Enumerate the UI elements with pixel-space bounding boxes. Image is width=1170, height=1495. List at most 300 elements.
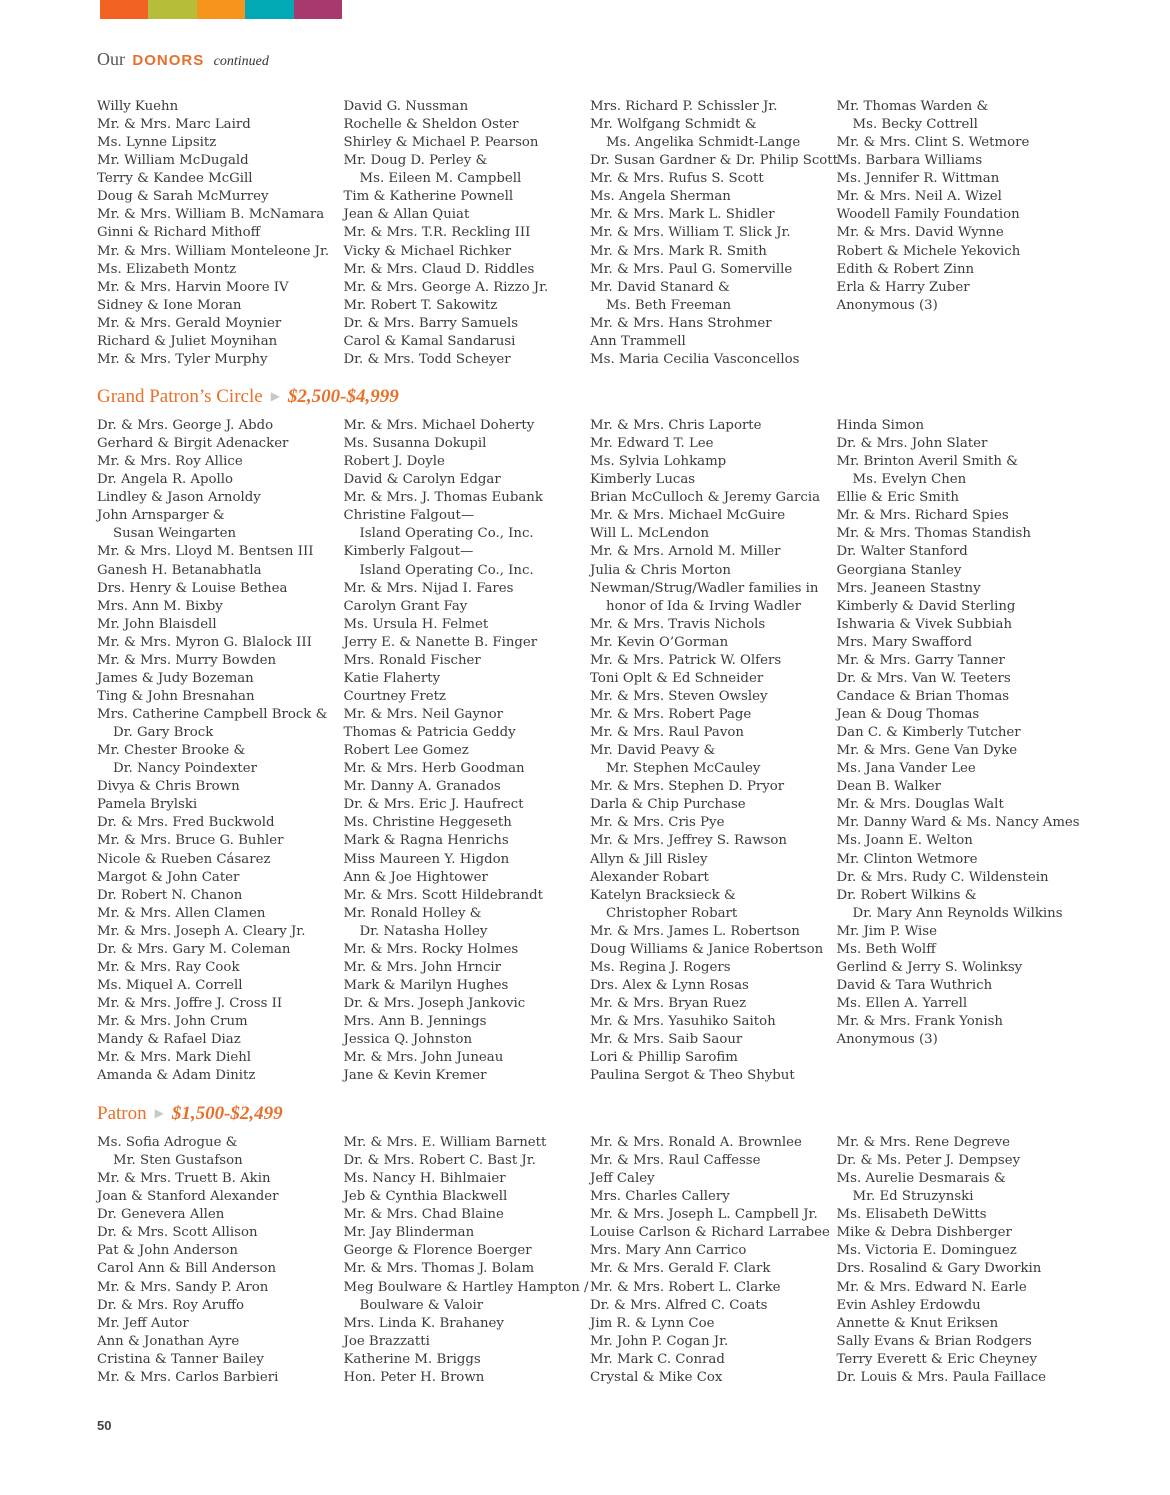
donor-name: [590, 1224, 837, 1242]
donor-name-line: Mr. & Mrs. Truett B. Akin: [97, 1171, 271, 1187]
donor-name: [97, 116, 344, 134]
donor-name-line: Kimberly & David Sterling: [836, 598, 1016, 614]
donor-name-line: Dr. Genevera Allen: [97, 1207, 225, 1223]
donor-name: [344, 814, 591, 832]
donor-name: [344, 742, 591, 760]
donor-name: [837, 616, 1084, 634]
donor-name: [344, 1067, 591, 1085]
donor-name-continuation: Dr. Nancy Poindexter: [113, 761, 257, 777]
donor-name-line: David G. Nussman: [343, 99, 469, 114]
donor-name: [837, 724, 1084, 742]
donor-name: [344, 724, 591, 742]
donor-name: [344, 471, 591, 489]
donor-name-line: Edith & Robert Zinn: [836, 261, 975, 277]
donor-name: [837, 995, 1084, 1013]
donor-name-line: Mr. & Mrs. T.R. Reckling III: [343, 225, 531, 241]
donor-name-line: Mark & Ragna Henrichs: [343, 833, 509, 849]
donor-name: [97, 1333, 344, 1351]
donor-name: [837, 688, 1084, 706]
donor-name-line: Mr. & Mrs. David Wynne: [836, 225, 1004, 241]
donor-name-line: Mr. & Mrs. Michael Doherty: [343, 418, 535, 433]
donor-name-line: Mandy & Rafael Diaz: [97, 1032, 241, 1048]
donor-name: [97, 315, 344, 333]
donor-name: [590, 670, 837, 688]
donor-name-line: Jim R. & Lynn Coe: [590, 1315, 715, 1331]
donor-name-line: Ms. Victoria E. Dominguez: [836, 1243, 1017, 1259]
donor-name: [590, 435, 837, 453]
donor-name-line: Mr. & Mrs. William T. Slick Jr.: [590, 225, 791, 241]
donor-name: [97, 562, 344, 580]
donor-name: [837, 634, 1084, 652]
donor-name-continuation: Ms. Angelika Schmidt-Lange: [606, 135, 801, 151]
donor-name-line: Mr. & Mrs. John Hrncir: [343, 959, 502, 975]
donor-name: [344, 832, 591, 850]
donor-name: [97, 923, 344, 941]
donor-name-line: Mr. David Peavy &: [590, 743, 716, 759]
donor-name-line: Jessica Q. Johnston: [343, 1032, 473, 1048]
donor-name-line: Katie Flaherty: [343, 670, 441, 686]
donor-name: [97, 670, 344, 688]
donor-name: [837, 543, 1084, 561]
donor-name: [590, 1013, 837, 1031]
donor-name-line: Joe Brazzatti: [343, 1333, 430, 1349]
donor-name-line: Mr. & Mrs. Mark L. Shidler: [590, 207, 775, 223]
donor-name-line: Jane & Kevin Kremer: [343, 1068, 487, 1084]
donor-name: [344, 489, 591, 507]
donor-name-continuation: Mr. Ed Struzynski: [852, 1189, 974, 1205]
donor-column: [590, 98, 837, 369]
donor-name: [97, 1134, 344, 1170]
donor-name-continuation: Ms. Becky Cottrell: [852, 117, 978, 133]
donor-name: [344, 977, 591, 995]
donor-name: [590, 453, 837, 471]
donor-name-line: Ann & Joe Hightower: [343, 869, 488, 885]
donor-name: [590, 315, 837, 333]
donor-name-line: David & Tara Wuthrich: [836, 977, 993, 993]
donor-name: [837, 562, 1084, 580]
donor-name: [590, 224, 837, 242]
donor-name-line: Drs. Alex & Lynn Rosas: [590, 977, 749, 993]
donor-name: [97, 1224, 344, 1242]
donor-name: [97, 134, 344, 152]
donor-name: [837, 1224, 1084, 1242]
donor-name-line: Toni Oplt & Ed Schneider: [590, 670, 764, 686]
donor-name-line: Mr. & Mrs. John Juneau: [343, 1050, 504, 1066]
donor-name-line: Mrs. Ann M. Bixby: [97, 598, 223, 614]
donor-name-line: Mrs. Ronald Fischer: [343, 652, 481, 668]
donor-name: [837, 941, 1084, 959]
donor-name: [590, 887, 837, 923]
donor-name-line: Mr. Chester Brooke &: [97, 743, 246, 759]
donor-name-line: Mr. & Mrs. Chris Laporte: [590, 418, 762, 433]
donor-name-line: Mr. & Mrs. Mark R. Smith: [590, 243, 767, 259]
donor-name: [837, 1170, 1084, 1206]
donor-name: [97, 616, 344, 634]
donor-name: [344, 616, 591, 634]
donor-name-line: Nicole & Rueben Cásarez: [97, 851, 271, 867]
donor-name-line: Mr. & Mrs. Travis Nichols: [590, 616, 766, 632]
donor-name-line: Mr. & Mrs. George A. Rizzo Jr.: [343, 279, 549, 295]
donor-name: [97, 243, 344, 261]
donor-name: [97, 1031, 344, 1049]
donor-name-line: Alexander Robart: [590, 869, 709, 885]
donor-name-continuation: Mr. Sten Gustafson: [113, 1153, 243, 1169]
donor-name: [837, 1152, 1084, 1170]
section-title: [97, 386, 399, 408]
donor-name-line: Tim & Katherine Pownell: [343, 189, 514, 205]
donor-name-line: Ms. Elisabeth DeWitts: [836, 1207, 987, 1223]
donor-name: [97, 688, 344, 706]
donor-name: [590, 1369, 837, 1387]
donor-name: [97, 778, 344, 796]
donor-name-line: Mr. Robert T. Sakowitz: [343, 297, 498, 313]
donor-name-line: John Arnsparger &: [97, 508, 225, 524]
donor-name-line: Gerhard & Birgit Adenacker: [97, 436, 289, 452]
donor-name: [344, 887, 591, 905]
donor-name-line: Mr. Jim P. Wise: [836, 923, 937, 939]
donor-name-line: Willy Kuehn: [97, 99, 179, 114]
donor-name: [344, 652, 591, 670]
donor-name: [344, 1152, 591, 1170]
donor-name-line: Mr. & Mrs. Ronald A. Brownlee: [590, 1135, 802, 1150]
donor-name: [344, 507, 591, 543]
donor-name: [97, 1188, 344, 1206]
donor-name: [837, 652, 1084, 670]
donor-name-line: Ellie & Eric Smith: [836, 490, 959, 506]
donor-name-line: Mr. & Mrs. Stephen D. Pryor: [590, 779, 785, 795]
donor-name: [590, 1170, 837, 1188]
donor-name: [590, 1049, 837, 1067]
donor-name: [97, 598, 344, 616]
donor-name-line: Dr. Robert N. Chanon: [97, 887, 243, 903]
donor-column: [344, 417, 591, 1085]
donor-name: [590, 351, 837, 369]
donor-name-line: Mr. & Mrs. Gene Van Dyke: [836, 743, 1018, 759]
donor-name-line: Mr. & Mrs. Myron G. Blalock III: [97, 634, 312, 650]
donor-name-line: Ms. Angela Sherman: [590, 189, 731, 205]
donor-name-line: Mr. Mark C. Conrad: [590, 1351, 725, 1367]
donor-name-line: Mr. John P. Cogan Jr.: [590, 1333, 729, 1349]
donor-name: [590, 1279, 837, 1297]
donor-name-line: Ms. Christine Heggeseth: [343, 815, 512, 831]
donor-name: [97, 652, 344, 670]
donor-name-line: Ting & John Bresnahan: [97, 688, 255, 704]
donor-name: [344, 959, 591, 977]
donor-column: [837, 1134, 1084, 1387]
donor-name-line: Robert J. Doyle: [343, 454, 445, 470]
donor-name-continuation: Boulware & Valoir: [359, 1297, 484, 1313]
donor-name-line: Dr. & Mrs. Gary M. Coleman: [97, 941, 291, 957]
donor-name: [590, 832, 837, 850]
donor-name-continuation: Ms. Beth Freeman: [606, 297, 732, 313]
donor-name: [837, 1242, 1084, 1260]
donor-name-line: Mr. & Mrs. Rocky Holmes: [343, 941, 519, 957]
donor-name-line: Hinda Simon: [836, 418, 925, 433]
donor-name-line: Dan C. & Kimberly Tutcher: [836, 725, 1021, 741]
donor-name-line: Mr. & Mrs. Tyler Murphy: [97, 351, 268, 367]
donor-name: [590, 1188, 837, 1206]
donor-name: [590, 959, 837, 977]
donor-name: [97, 1242, 344, 1260]
donor-name-continuation: Christopher Robart: [606, 905, 738, 921]
color-swatch: [148, 0, 196, 19]
donor-name: [837, 134, 1084, 152]
donor-name-line: Mr. & Mrs. Marc Laird: [97, 117, 251, 133]
donor-name: [837, 760, 1084, 778]
donor-name-line: Dean B. Walker: [836, 779, 941, 795]
donor-name-line: Mr. & Mrs. Sandy P. Aron: [97, 1279, 269, 1295]
donor-name-line: Will L. McLendon: [590, 526, 710, 542]
donor-name-line: Ms. Beth Wolff: [836, 941, 936, 957]
donor-name: [837, 814, 1084, 832]
donor-name: [97, 489, 344, 507]
donor-name: [837, 243, 1084, 261]
donor-name-line: Mr. & Mrs. Roy Allice: [97, 454, 243, 470]
donor-name-line: Kimberly Lucas: [590, 472, 696, 488]
donor-name: [344, 1049, 591, 1067]
donor-name: [344, 1333, 591, 1351]
donor-name-line: Mr. & Mrs. Neil A. Wizel: [836, 189, 1002, 205]
color-swatch: [197, 0, 245, 19]
donor-name: [590, 941, 837, 959]
donor-name: [97, 543, 344, 561]
donor-name: [344, 1013, 591, 1031]
donor-column: [344, 1134, 591, 1387]
donor-name-line: Mr. & Mrs. Herb Goodman: [343, 761, 525, 777]
donor-name-line: Shirley & Michael P. Pearson: [343, 135, 539, 151]
donor-name-line: Mr. & Mrs. Gerald F. Clark: [590, 1261, 771, 1277]
donor-name-line: Mr. & Mrs. Garry Tanner: [836, 652, 1005, 668]
donor-name: [97, 959, 344, 977]
donor-name-line: Ganesh H. Betanabhatla: [97, 562, 262, 578]
donor-name: [97, 507, 344, 543]
donor-name-line: Mr. & Mrs. Saib Saour: [590, 1032, 743, 1048]
donor-name: [837, 224, 1084, 242]
donor-name: [344, 580, 591, 598]
donor-name-line: Terry & Kandee McGill: [97, 171, 253, 187]
donor-name: [97, 1369, 344, 1387]
donor-name-line: Allyn & Jill Risley: [590, 851, 708, 867]
donor-name: [97, 224, 344, 242]
donor-name-line: Mrs. Mary Swafford: [836, 634, 973, 650]
section-title-text: Grand Patron’s Circle: [97, 386, 263, 407]
donor-name: [97, 832, 344, 850]
donor-name-line: Mr. & Mrs. Robert Page: [590, 707, 752, 722]
donor-name: [837, 1351, 1084, 1369]
section-title-text: Patron: [97, 1103, 147, 1124]
donor-name: [837, 1297, 1084, 1315]
donor-name: [590, 923, 837, 941]
donor-name-line: Georgiana Stanley: [836, 562, 962, 578]
donor-name-line: David & Carolyn Edgar: [343, 472, 501, 488]
donor-name-line: Dr. & Mrs. Barry Samuels: [343, 315, 519, 331]
donor-name: [590, 724, 837, 742]
triangle-right-icon: ▶: [270, 389, 280, 403]
donor-name: [344, 435, 591, 453]
donor-name-line: Dr. & Mrs. Eric J. Haufrect: [343, 797, 524, 813]
donor-name: [344, 869, 591, 887]
donor-name: [344, 134, 591, 152]
donor-name: [590, 1297, 837, 1315]
color-swatch: [100, 0, 148, 19]
page-number: 50: [97, 1418, 112, 1433]
donor-name: [590, 1351, 837, 1369]
color-bar: [100, 0, 342, 19]
donor-name: [837, 923, 1084, 941]
donor-name: [590, 489, 837, 507]
donor-name: [590, 1067, 837, 1085]
donor-name-line: Mr. & Mrs. Joseph L. Campbell Jr.: [590, 1207, 818, 1223]
donor-name: [590, 188, 837, 206]
donor-name-line: Anonymous (3): [836, 1032, 938, 1048]
donor-name: [344, 796, 591, 814]
donor-name: [590, 525, 837, 543]
donor-name-line: Mr. & Mrs. Richard Spies: [836, 508, 1009, 524]
donor-name-line: Ms. Regina J. Rogers: [590, 959, 731, 975]
donor-name-line: Mr. & Mrs. E. William Barnett: [343, 1135, 547, 1150]
donor-name: [837, 98, 1084, 134]
donor-name-line: Mr. Edward T. Lee: [590, 436, 714, 452]
donor-name: [344, 905, 591, 941]
donor-name: [590, 977, 837, 995]
donor-name: [344, 706, 591, 724]
donor-column: [590, 417, 837, 1085]
donor-name-line: Mr. & Mrs. Allen Clamen: [97, 905, 266, 921]
donor-name-line: Kimberly Falgout—: [343, 544, 474, 560]
donor-name: [590, 333, 837, 351]
donor-name-line: Mr. Danny A. Granados: [343, 779, 501, 795]
donor-name: [97, 206, 344, 224]
donor-name: [590, 243, 837, 261]
donor-name: [344, 1224, 591, 1242]
donor-name: [97, 1067, 344, 1085]
donor-name: [344, 1315, 591, 1333]
donor-name-line: Ms. Maria Cecilia Vasconcellos: [590, 351, 800, 367]
donor-name: [837, 507, 1084, 525]
donor-name: [344, 1206, 591, 1224]
donor-name-line: Sally Evans & Brian Rodgers: [836, 1333, 1032, 1349]
donor-name: [97, 580, 344, 598]
donor-name: [837, 1369, 1084, 1387]
donor-name: [97, 1206, 344, 1224]
donor-name-line: Mr. & Mrs. Neil Gaynor: [343, 707, 503, 722]
donor-name: [97, 152, 344, 170]
donor-name-line: Dr. & Mrs. Alfred C. Coats: [590, 1297, 768, 1313]
donor-name-line: Divya & Chris Brown: [97, 779, 240, 795]
donor-name-line: Pamela Brylski: [97, 797, 198, 813]
donor-name-line: George & Florence Boerger: [343, 1243, 532, 1259]
donor-name: [344, 688, 591, 706]
donor-name: [590, 116, 837, 152]
donor-name-line: Ms. Nancy H. Bihlmaier: [343, 1171, 506, 1187]
donor-name: [97, 995, 344, 1013]
donor-name: [837, 869, 1084, 887]
donor-name: [590, 507, 837, 525]
donor-name-line: Dr. & Mrs. Van W. Teeters: [836, 670, 1011, 686]
donor-name-line: Miss Maureen Y. Higdon: [343, 851, 510, 867]
donor-name: [837, 206, 1084, 224]
donor-name-line: Robert & Michele Yekovich: [836, 243, 1021, 259]
donor-name-continuation: Dr. Mary Ann Reynolds Wilkins: [852, 905, 1063, 921]
donor-name-continuation: Ms. Eileen M. Campbell: [359, 171, 522, 187]
donor-name-line: Mr. & Mrs. Murry Bowden: [97, 652, 277, 668]
donor-name: [344, 760, 591, 778]
donor-name-line: Doug & Sarah McMurrey: [97, 189, 269, 205]
donor-column: [97, 98, 344, 369]
donor-name-line: Mr. Danny Ward & Ms. Nancy Ames: [836, 815, 1080, 831]
donor-name-line: Mr. & Mrs. Raul Pavon: [590, 725, 744, 741]
donor-name-line: Dr. & Mrs. Robert C. Bast Jr.: [343, 1153, 536, 1169]
donor-name-line: Mr. & Mrs. Joseph A. Cleary Jr.: [97, 923, 306, 939]
donor-name: [837, 977, 1084, 995]
donor-name-line: Paulina Sergot & Theo Shybut: [590, 1068, 795, 1084]
donor-name-line: Ms. Sofia Adrogue &: [97, 1135, 238, 1150]
donor-name: [590, 869, 837, 887]
donor-name: [344, 1242, 591, 1260]
donor-name: [344, 1260, 591, 1278]
donor-name-line: Lori & Phillip Sarofim: [590, 1050, 738, 1066]
color-swatch: [245, 0, 293, 19]
donor-name: [837, 261, 1084, 279]
donor-name-line: Newman/Strug/Wadler families in: [590, 580, 819, 596]
donor-name: [590, 1242, 837, 1260]
donor-name: [97, 435, 344, 453]
donor-name: [97, 1279, 344, 1297]
donor-name-line: Dr. Walter Stanford: [836, 544, 968, 560]
donor-name: [590, 98, 837, 116]
donor-name-continuation: Island Operating Co., Inc.: [359, 526, 534, 542]
donor-name: [590, 778, 837, 796]
donor-name: [344, 1031, 591, 1049]
donor-name-line: Margot & John Cater: [97, 869, 240, 885]
donor-name-line: Mr. & Mrs. Cris Pye: [590, 815, 725, 831]
donor-name: [97, 941, 344, 959]
donor-name: [344, 333, 591, 351]
donor-name-line: Mr. & Mrs. William Monteleone Jr.: [97, 243, 330, 259]
donor-name-line: Mr. & Mrs. Clint S. Wetmore: [836, 135, 1030, 151]
donor-columns: [97, 417, 1083, 1085]
donor-name: [97, 351, 344, 369]
donor-name-line: Jeff Caley: [590, 1171, 655, 1187]
donor-name-line: Mr. & Mrs. Michael McGuire: [590, 508, 786, 524]
donor-name: [97, 1297, 344, 1315]
donor-name-line: Doug Williams & Janice Robertson: [590, 941, 824, 957]
donor-name-line: Katelyn Bracksieck &: [590, 887, 736, 903]
donor-name-line: Mr. & Mrs. Patrick W. Olfers: [590, 652, 782, 668]
donor-name-line: Gerlind & Jerry S. Wolinksy: [836, 959, 1023, 975]
donor-name: [590, 1152, 837, 1170]
donor-name-line: Mr. & Mrs. Harvin Moore IV: [97, 279, 289, 295]
donor-name-line: Mr. Thomas Warden &: [836, 99, 989, 114]
donor-name: [590, 706, 837, 724]
donor-name-line: Dr. & Mrs. Fred Buckwold: [97, 815, 275, 831]
donor-name: [344, 1369, 591, 1387]
donor-name: [344, 351, 591, 369]
donor-name-line: Joan & Stanford Alexander: [97, 1189, 279, 1205]
donor-name: [97, 1170, 344, 1188]
donor-name-line: Cristina & Tanner Bailey: [97, 1351, 264, 1367]
donor-name-line: Mr. David Stanard &: [590, 279, 730, 295]
donor-name-line: Courtney Fretz: [343, 688, 446, 704]
donor-name-line: Ann Trammell: [590, 333, 686, 349]
donor-name: [344, 243, 591, 261]
donor-name-line: Brian McCulloch & Jeremy Garcia: [590, 490, 821, 506]
donor-name-line: Mr. & Mrs. Thomas J. Bolam: [343, 1261, 535, 1277]
donor-name-line: Mrs. Jeaneen Stastny: [836, 580, 981, 596]
donor-name: [590, 796, 837, 814]
donor-name-line: Dr. & Ms. Peter J. Dempsey: [836, 1153, 1021, 1169]
donor-name-line: Mrs. Ann B. Jennings: [343, 1014, 487, 1030]
